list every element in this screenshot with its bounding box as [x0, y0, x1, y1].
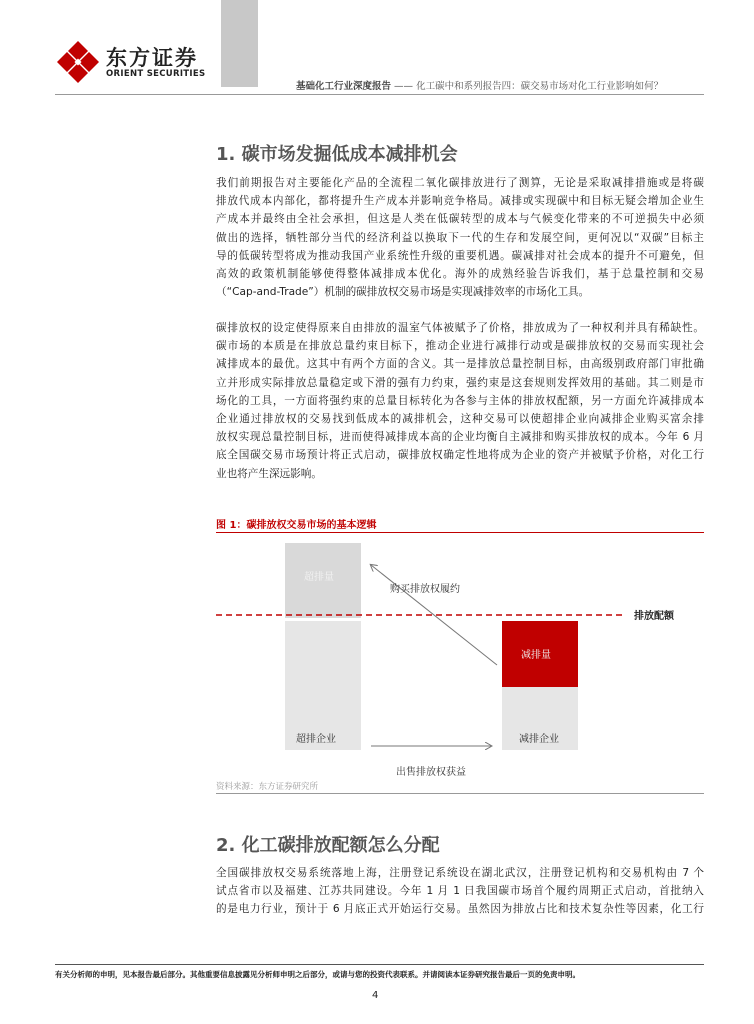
label-excess: 超排量 [304, 572, 334, 583]
label-reduce-company: 减排企业 [519, 734, 559, 745]
figure-1-diagram [216, 533, 704, 778]
section2-paragraph-1 [216, 864, 704, 919]
section1-paragraph-2 [216, 319, 704, 483]
text-line: 导的低碳转型将成为推动我国产业系统性升级的重要机遇。碳减排对社会成本的提升不可避免，但 [216, 249, 704, 262]
page-number: 4 [372, 990, 379, 1001]
figure-1-title: 图 1：碳排放权交易市场的基本逻辑 [216, 520, 377, 531]
text-line: 底全国碳交易市场预计将正式启动，碳排放权确定性地将成为企业的资产并被赋予价格，对化工行 [216, 449, 704, 462]
label-quota: 排放配额 [634, 611, 674, 622]
header-separator: —— [394, 81, 414, 92]
label-sell: 出售排放权获益 [396, 767, 466, 778]
header-report-type: 基础化工行业深度报告 [296, 81, 392, 92]
text-line: 全国碳排放权交易系统落地上海，注册登记系统设在湖北武汉，注册登记机构和交易机构由 7 个 [216, 867, 704, 879]
label-reduction: 减排量 [521, 650, 551, 661]
text-line: 的是电力行业，预计于 6 月底正式开始运行交易。虽然因为排放占比和技术复杂性等因素，化工行 [216, 903, 704, 916]
text-line: 碳排放权的设定使得原来自由排放的温室气体被赋予了价格，排放成为了一种权利并具有稀缺性。 [216, 322, 704, 334]
section1-heading: 1. 碳市场发掘低成本减排机会 [216, 144, 458, 165]
label-excess-company: 超排企业 [296, 734, 336, 745]
header-series-title: 化工碳中和系列报告四：碳交易市场对化工行业影响如何？ [416, 81, 664, 92]
header-gray-tab [221, 0, 258, 87]
text-line: 放权实现总量控制目标，进而使得减排成本高的企业均衡自主减排和购买排放权的成本。今年 6 月 [216, 431, 704, 444]
text-line: 立并形成实际排放总量稳定或下滑的强有力约束，强约束是这套规则发挥效用的基础。其二则是市 [216, 376, 704, 389]
section2-heading: 2. 化工碳排放配额怎么分配 [216, 835, 440, 856]
text-line: 减排成本的最优。这其中有两个方面的含义。其一是排放总量控制目标，由高级别政府部门审批确 [216, 358, 704, 371]
text-line: 高效的政策机制能够使得整体减排成本优化。海外的成熟经验告诉我们，基于总量控制和交易 [216, 268, 704, 281]
figure-bottom-rule [216, 793, 704, 794]
footer-divider [55, 964, 704, 965]
text-line: 试点省市以及福建、江苏共同建设。今年 1 月 1 日我国碳市场首个履约周期正式启动，首批纳入 [216, 885, 704, 898]
figure-source: 资料来源：东方证券研究所 [216, 782, 319, 792]
text-line: 做出的选择，牺牲部分当代的经济利益以换取下一代的生存和发展空间，更何况以“双碳”目标主 [216, 231, 704, 244]
section1-paragraph-1 [216, 174, 704, 301]
text-line: 场化的工具，一方面将强约束的总量目标转化为各参与主体的排放权配额，另一方面允许减排成本 [216, 394, 704, 407]
text-line: 产成本并最终由全社会承担，但这是人类在低碳转型的成本与气候变化带来的不可逆损失中必须 [216, 213, 704, 226]
label-buy: 购买排放权履约 [390, 584, 460, 595]
text-line: 排放代成本内部化，都将提升生产成本并影响竞争格局。减排或实现碳中和目标无疑会增加企业生 [216, 195, 704, 208]
text-line: 企业通过排放权的交易找到低成本的减排机会，这种交易可以使超排企业向减排企业购买富余排 [216, 413, 704, 426]
brand-name-cn: 东方证券 [106, 46, 198, 70]
diagram-canvas [216, 533, 704, 778]
running-header [296, 78, 704, 92]
brand-logo [56, 40, 216, 90]
text-line: 业也将产生深远影响。 [216, 467, 322, 480]
header-divider [55, 94, 704, 95]
text-line: （“Cap-and-Trade”）机制的碳排放权交易市场是实现减排效率的市场化工具。 [216, 286, 590, 299]
text-line: 我们前期报告对主要能化产品的全流程二氧化碳排放进行了测算，无论是采取减排措施或是将碳 [216, 177, 704, 189]
orient-logo-icon [56, 40, 100, 84]
text-line: 碳市场的本质是在排放总量约束目标下，推动企业进行减排行动或是碳排放权的交易而实现社会 [216, 340, 704, 353]
footer-disclaimer: 有关分析师的申明，见本报告最后部分。其他重要信息披露见分析师申明之后部分，或请与您的投资代表联系。并请阅读本证券研究报告最后一页的免责申明。 [55, 970, 580, 979]
brand-name-en: ORIENT SECURITIES [106, 69, 206, 79]
